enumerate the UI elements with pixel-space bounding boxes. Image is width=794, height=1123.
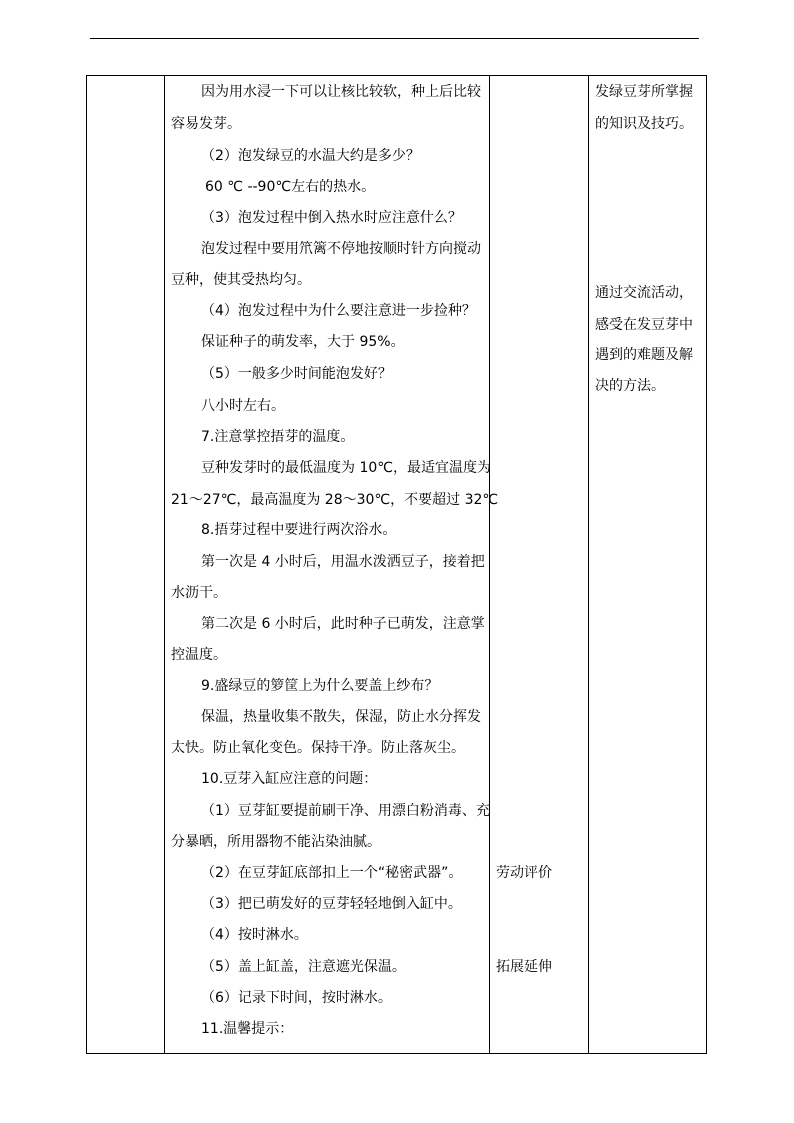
content-line: 太快。防止氧化变色。保持干净。防止落灰尘。 bbox=[171, 740, 465, 756]
content-line: 水沥干。 bbox=[171, 585, 227, 601]
content-line: 8.捂芽过程中要进行两次浴水。 bbox=[201, 522, 397, 538]
content-line: 保证种子的萌发率，大于 95%。 bbox=[201, 334, 405, 350]
content-line: （4）泡发过程中为什么要注意进一步捡种？ bbox=[201, 303, 476, 319]
intent-line: 发绿豆芽所掌握 bbox=[595, 84, 693, 100]
content-line: 第一次是 4 小时后，用温水泼洒豆子，接着把 bbox=[201, 554, 485, 570]
content-line: 9.盛绿豆的箩筐上为什么要盖上纱布？ bbox=[201, 678, 439, 694]
content-line: （5）盖上缸盖，注意遮光保温。 bbox=[201, 959, 406, 975]
content-line: 分暴晒，所用器物不能沾染油腻。 bbox=[171, 834, 381, 850]
content-line: 控温度。 bbox=[171, 647, 227, 663]
content-line: （3）把已萌发好的豆芽轻轻地倒入缸中。 bbox=[201, 896, 462, 912]
content-line: 21～27℃，最高温度为 28～30℃，不要超过 32℃ bbox=[171, 492, 499, 508]
content-line: （5）一般多少时间能泡发好？ bbox=[201, 366, 392, 382]
content-line: （4）按时淋水。 bbox=[201, 927, 308, 943]
intent-line: 遇到的难题及解 bbox=[595, 347, 693, 363]
column-divider-3 bbox=[588, 75, 589, 1054]
content-line: （3）泡发过程中倒入热水时应注意什么？ bbox=[201, 210, 462, 226]
header-rule bbox=[90, 38, 699, 39]
content-line: 豆种，使其受热均匀。 bbox=[171, 272, 311, 288]
content-line: 泡发过程中要用笊篱不停地按顺时针方向搅动 bbox=[201, 241, 481, 257]
extension-label: 拓展延伸 bbox=[496, 959, 552, 975]
content-line: 八小时左右。 bbox=[201, 398, 285, 414]
column-divider-2 bbox=[489, 75, 490, 1054]
evaluation-label: 劳动评价 bbox=[496, 865, 552, 881]
content-line: （2）在豆芽缸底部扣上一个“秘密武器”。 bbox=[201, 865, 463, 881]
content-line: 第二次是 6 小时后，此时种子已萌发，注意掌 bbox=[201, 616, 485, 632]
content-line: 11.温馨提示： bbox=[201, 1021, 294, 1037]
content-line: 豆种发芽时的最低温度为 10℃，最适宜温度为 bbox=[201, 460, 491, 476]
intent-line: 决的方法。 bbox=[595, 378, 665, 394]
column-divider-1 bbox=[164, 75, 165, 1054]
content-line: 容易发芽。 bbox=[171, 116, 241, 132]
content-line: 因为用水浸一下可以让核比较软，种上后比较 bbox=[201, 84, 481, 100]
content-line: 10.豆芽入缸应注意的问题： bbox=[201, 771, 378, 787]
content-line: 60 ℃ --90℃左右的热水。 bbox=[205, 179, 376, 195]
content-line: 7.注意掌控捂芽的温度。 bbox=[201, 429, 355, 445]
content-line: 保温，热量收集不散失，保湿，防止水分挥发 bbox=[201, 709, 481, 725]
intent-line: 感受在发豆芽中 bbox=[595, 317, 693, 333]
content-line: （2）泡发绿豆的水温大约是多少？ bbox=[201, 148, 420, 164]
content-line: （6）记录下时间，按时淋水。 bbox=[201, 990, 392, 1006]
intent-line: 通过交流活动， bbox=[595, 285, 693, 301]
intent-line: 的知识及技巧。 bbox=[595, 116, 693, 132]
content-line: （1）豆芽缸要提前刷干净、用漂白粉消毒、充 bbox=[201, 803, 490, 819]
